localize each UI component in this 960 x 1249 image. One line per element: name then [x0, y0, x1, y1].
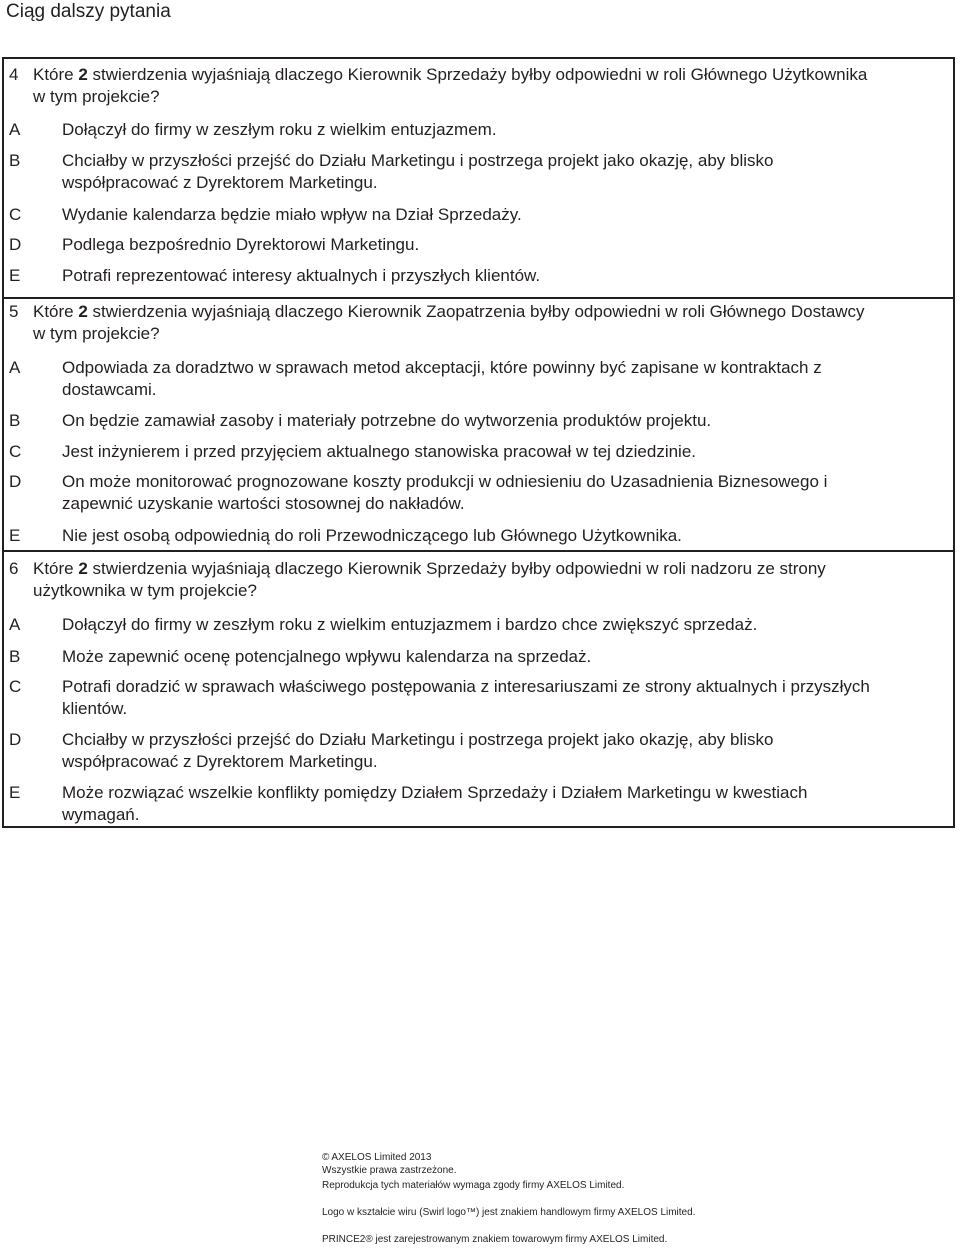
question-text-rest: stwierdzenia wyjaśniają dlaczego Kierownik Zaopatrzenia byłby odpowiedni w roli Głównego Dostawcy	[87, 302, 865, 321]
option-text: Dołączył do firmy w zeszłym roku z wielkim entuzjazmem.	[62, 120, 497, 139]
page-title: Ciąg dalszy pytania	[6, 1, 171, 22]
option-letter: D	[9, 235, 22, 254]
question-text-rest: stwierdzenia wyjaśniają dlaczego Kierownik Sprzedaży byłby odpowiedni w roli nadzoru ze strony	[87, 559, 826, 578]
option-letter: B	[9, 411, 21, 430]
option-text: Odpowiada za doradztwo w sprawach metod akceptacji, które powinny być zapisane w kontraktach z	[62, 358, 822, 377]
option-text: Chciałby w przyszłości przejść do Działu Marketingu i postrzega projekt jako okazję, aby blisko	[62, 151, 774, 170]
footer-prince2-note: PRINCE2® jest zarejestrowanym znakiem towarowym firmy AXELOS Limited.	[322, 1234, 668, 1245]
question-number: 6	[9, 559, 19, 578]
option-text: dostawcami.	[62, 380, 157, 399]
option-text: Dołączył do firmy w zeszłym roku z wielkim entuzjazmem i bardzo chce zwiększyć sprzedaż.	[62, 615, 758, 634]
question-text-rest: stwierdzenia wyjaśniają dlaczego Kierownik Sprzedaży byłby odpowiedni w roli Głównego Użytkownika	[87, 65, 868, 84]
option-letter: D	[9, 730, 22, 749]
option-letter: B	[9, 151, 21, 170]
question-text	[33, 558, 826, 580]
option-letter: A	[9, 358, 21, 377]
option-text: Potrafi reprezentować interesy aktualnych i przyszłych klientów.	[62, 266, 541, 285]
question-text-start: Które	[33, 65, 79, 84]
option-letter: E	[9, 783, 21, 802]
option-text: Jest inżynierem i przed przyjęciem aktualnego stanowiska pracował w tej dziedzinie.	[62, 442, 697, 461]
option-text: Wydanie kalendarza będzie miało wpływ na Dział Sprzedaży.	[62, 205, 522, 224]
copyright-symbol: ©	[322, 1152, 330, 1163]
copyright-text: AXELOS Limited 2013	[331, 1152, 432, 1163]
option-text: wymagań.	[62, 805, 140, 824]
option-text: zapewnić uzyskanie wartości stosownej do nakładów.	[62, 494, 465, 513]
option-letter: C	[9, 442, 22, 461]
question-divider	[2, 550, 955, 552]
option-text: On może monitorować prognozowane koszty produkcji w odniesieniu do Uzasadnienia Biznesowego i	[62, 472, 828, 491]
question-text	[33, 301, 865, 323]
option-text: Może zapewnić ocenę potencjalnego wpływu kalendarza na sprzedaż.	[62, 647, 592, 666]
question-count: 2	[78, 302, 88, 321]
footer-logo-note: Logo w kształcie wiru (Swirl logo™) jest znakiem handlowym firmy AXELOS Limited.	[322, 1207, 696, 1218]
option-letter: C	[9, 205, 22, 224]
question-text-line2: w tym projekcie?	[33, 324, 160, 343]
option-text: Może rozwiązać wszelkie konflikty pomiędzy Działem Sprzedaży i Działem Marketingu w kwestiach	[62, 783, 808, 802]
question-divider	[2, 297, 955, 299]
question-text-line2: użytkownika w tym projekcie?	[33, 581, 257, 600]
option-letter: A	[9, 615, 21, 634]
option-letter: C	[9, 677, 22, 696]
question-text	[33, 64, 867, 86]
question-count: 2	[78, 65, 88, 84]
footer-copyright	[322, 1152, 431, 1164]
option-text: On będzie zamawiał zasoby i materiały potrzebne do wytworzenia produktów projektu.	[62, 411, 712, 430]
option-letter: A	[9, 120, 21, 139]
option-letter: B	[9, 647, 21, 666]
option-letter: D	[9, 472, 22, 491]
option-text: współpracować z Dyrektorem Marketingu.	[62, 173, 378, 192]
question-number: 4	[9, 65, 19, 84]
question-number: 5	[9, 302, 19, 321]
footer-rights: Wszystkie prawa zastrzeżone.	[322, 1165, 457, 1176]
option-letter: E	[9, 526, 21, 545]
footer-reproduction: Reprodukcja tych materiałów wymaga zgody firmy AXELOS Limited.	[322, 1180, 625, 1191]
option-text: Potrafi doradzić w sprawach właściwego postępowania z interesariuszami ze strony aktualnych i przyszłych	[62, 677, 870, 696]
option-text: klientów.	[62, 699, 128, 718]
question-text-start: Które	[33, 302, 79, 321]
option-text: Chciałby w przyszłości przejść do Działu Marketingu i postrzega projekt jako okazję, aby blisko	[62, 730, 774, 749]
option-letter: E	[9, 266, 21, 285]
option-text: współpracować z Dyrektorem Marketingu.	[62, 752, 378, 771]
question-text-line2: w tym projekcie?	[33, 87, 160, 106]
question-count: 2	[78, 559, 88, 578]
option-text: Nie jest osobą odpowiednią do roli Przewodniczącego lub Głównego Użytkownika.	[62, 526, 682, 545]
option-text: Podlega bezpośrednio Dyrektorowi Marketingu.	[62, 235, 420, 254]
question-text-start: Które	[33, 559, 79, 578]
